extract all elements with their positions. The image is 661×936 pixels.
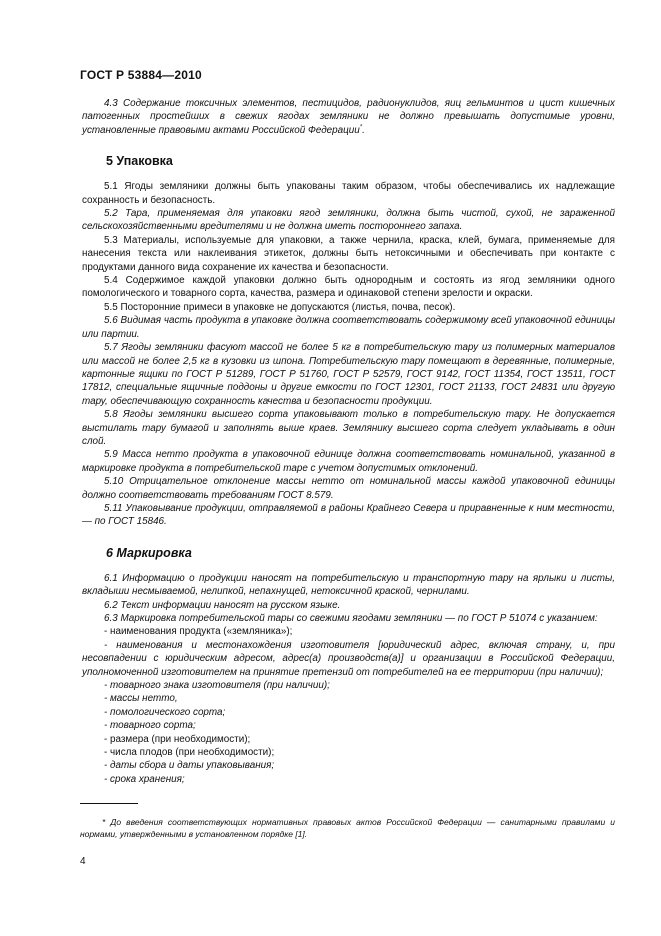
section-5-title: 5 Упаковка bbox=[106, 154, 173, 169]
paragraph-4-3: 4.3 Содержание токсичных элементов, пестицидов, радионуклидов, яиц гельминтов и цист кишечных патогенных простейших в свежих ягодах земляники не должно превышать допустимые уровни, установленные правовыми актами Российской Федерации*. bbox=[82, 98, 615, 136]
page-content bbox=[82, 97, 615, 786]
paragraph-5-2: 5.2 Тара, применяемая для упаковки ягод земляники, должна быть чистой, сухой, не зараженной сельскохозяйственными вредителями и не должна иметь постороннего запаха. bbox=[82, 208, 615, 233]
footnote: * До введения соответствующих нормативных правовых актов Российской Федерации — санитарными правилами и нормами, утвержденными в установленном порядке [1]. bbox=[80, 817, 615, 839]
list-item: - товарного знака изготовителя (при наличии); bbox=[104, 680, 330, 692]
paragraph-5-5: 5.5 Посторонние примеси в упаковке не допускаются (листья, почва, песок). bbox=[104, 301, 456, 313]
list-item: - числа плодов (при необходимости); bbox=[104, 747, 275, 759]
paragraph-5-6: 5.6 Видимая часть продукта в упаковке должна соответствовать содержимому всей упаковочной единицы или партии. bbox=[82, 315, 615, 340]
paragraph-5-8: 5.8 Ягоды земляники высшего сорта упаковывают только в потребительскую тару. Не допускается выстилать тару бумагой и заполнять выше краев. Землянику высшего сорта следует укладывать в один слой. bbox=[82, 409, 615, 447]
list-item: - помологического сорта; bbox=[104, 706, 226, 718]
paragraph-6-1: 6.1 Информацию о продукции наносят на потребительскую и транспортную тару на ярлыки и листы, вкладыши несмываемой, нелипкой, непахнущей, нетоксичной краской, чернилами. bbox=[82, 572, 615, 598]
paragraph-5-3: 5.3 Материалы, используемые для упаковки, а также чернила, краска, клей, бумага, применяемые для нанесения текста или наклеивания этикеток, должны быть нетоксичными и обеспечивать при контакте с продуктами данного вида сохранение их качества и безопасности. bbox=[82, 234, 615, 273]
paragraph-6-3: 6.3 Маркировка потребительской тары со свежими ягодами земляники — по ГОСТ Р 51074 с указанием: bbox=[104, 613, 598, 624]
list-item: - товарного сорта; bbox=[104, 720, 196, 732]
paragraph-5-11: 5.11 Упаковывание продукции, отправляемой в районы Крайнего Севера и приравненные к ним местности, — по ГОСТ 15846. bbox=[82, 502, 615, 528]
paragraph-5-1: 5.1 Ягоды земляники должны быть упакованы таким образом, чтобы обеспечивались их надлежащие сохранность и безопасность. bbox=[82, 181, 615, 206]
footnote-divider bbox=[80, 803, 138, 804]
section-6-title: 6 Маркировка bbox=[106, 545, 192, 560]
list-item: - размера (при необходимости); bbox=[104, 733, 251, 745]
paragraph-5-9: 5.9 Масса нетто продукта в упаковочной единице должна соответствовать номинальной, указанной в маркировке продукта в потребительской таре с учетом допустимых отклонений. bbox=[82, 449, 615, 474]
paragraph-5-7: 5.7 Ягоды земляники фасуют массой не более 5 кг в потребительскую тару из полимерных материалов или массой не более 2,5 кг в кузовки из шпона. Потребительскую тару помещают в деревянные, полимерные, картонные ящики по ГОСТ Р 51289, ГОСТ Р 51760, ГОСТ Р 52579, ГОСТ 9142, ГОСТ 11354, ГОСТ 13511, ГОСТ 17812, специальные ящичные поддоны и другие емкости по ГОСТ 12301, ГОСТ 21133, ГОСТ 24831 или другую тару, обеспечивающую сохранность качества и безопасности продукции. bbox=[82, 342, 615, 407]
paragraph-6-2: 6.2 Текст информации наносят на русском языке. bbox=[104, 599, 341, 611]
list-item: - наименования и местонахождения изготовителя [юридический адрес, включая страну, и, при несовпадении с юридическим адресом, адрес(а) производств(а)] и организации в Российской Федерации, уполномоченной изготовителем на принятие претензий от потребителей на ее территории (при наличии); bbox=[82, 639, 615, 678]
list-item: - наименования продукта («земляника»); bbox=[104, 626, 293, 638]
page-number: 4 bbox=[80, 856, 86, 867]
paragraph-5-4: 5.4 Содержимое каждой упаковки должно быть однородным и состоять из ягод земляники одного помологического и товарного сорта, качества, размера и одинаковой степени зрелости и окраски. bbox=[82, 275, 615, 300]
paragraph-5-10: 5.10 Отрицательное отклонение массы нетто от номинальной массы каждой упаковочной единицы должно соответствовать требованиям ГОСТ 8.579. bbox=[82, 476, 615, 501]
footnote-mark[interactable]: * bbox=[359, 124, 363, 131]
list-item: - срока хранения; bbox=[104, 773, 185, 785]
list-item: - массы нетто, bbox=[104, 693, 178, 705]
standard-header: ГОСТ Р 53884—2010 bbox=[80, 68, 202, 82]
list-item: - даты сбора и даты упаковывания; bbox=[104, 760, 275, 772]
